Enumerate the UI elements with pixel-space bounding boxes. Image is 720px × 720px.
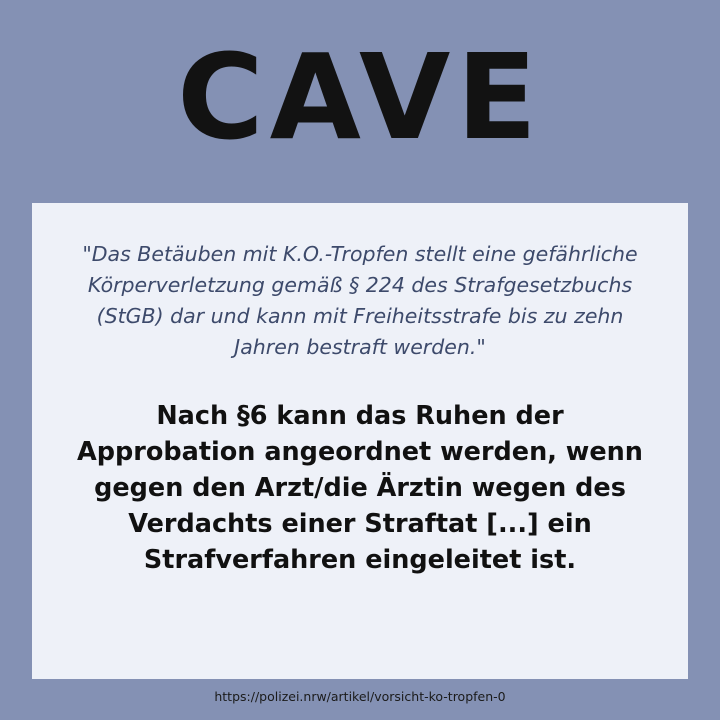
source-url: https://polizei.nrw/artikel/vorsicht-ko-tropfen-0 <box>214 689 506 704</box>
quote-text: "Das Betäuben mit K.O.-Tropfen stellt eine gefährliche Körperverletzung gemäß § 224 des Strafgesetzbuchs (StGB) dar und kann mit Freiheitsstrafe bis zu zehn Jahren bestraft werden." <box>82 242 638 360</box>
content-card <box>32 203 688 679</box>
page-title: CAVE <box>177 28 543 166</box>
statement-text: Nach §6 kann das Ruhen der Approbation angeordnet werden, wenn gegen den Arzt/die Ärztin wegen des Verdachts einer Straftat [...] ein Strafverfahren eingeleitet ist. <box>77 400 643 576</box>
